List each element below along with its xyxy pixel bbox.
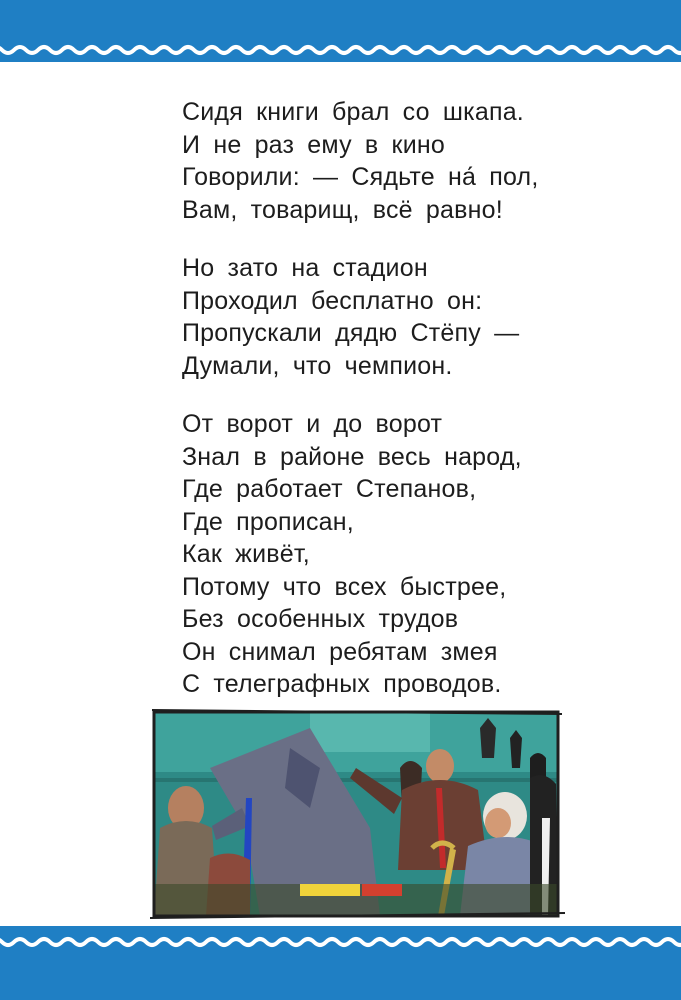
top-wave-border [0, 0, 681, 62]
poem-line: Знал в районе весь народ, [182, 442, 522, 471]
stanza-1 [182, 96, 602, 226]
poem-line: От ворот и до ворот [182, 410, 443, 438]
poem-line: Потому что всех быстрее, [182, 572, 507, 601]
poem-line: Где работает Степанов, [182, 475, 477, 503]
poem-line: Говорили: — Сядьте на́ пол, [182, 163, 539, 191]
poem-line: И не раз ему в кино [182, 130, 445, 159]
poem-line: Как живёт, [182, 540, 310, 568]
poem-line: Он снимал ребятам змея [182, 637, 498, 666]
stanza-2 [182, 252, 602, 382]
poem-line: Сидя книги брал со шкапа. [182, 98, 524, 126]
poem-line: Пропускали дядю Стёпу — [182, 319, 520, 347]
poem-line: Проходил бесплатно он: [182, 286, 483, 315]
poem-line: Думали, что чемпион. [182, 351, 453, 380]
bottom-wave-border [0, 926, 681, 1000]
poem-line: Без особенных трудов [182, 605, 459, 633]
stadium-crowd-illustration [150, 708, 565, 923]
poem-line: Где прописан, [182, 507, 354, 536]
poem-line: Вам, товарищ, всё равно! [182, 195, 503, 224]
poem [182, 96, 602, 701]
poem-line: Но зато на стадион [182, 254, 428, 282]
stanza-3 [182, 408, 602, 701]
poem-line: С телеграфных проводов. [182, 670, 502, 698]
